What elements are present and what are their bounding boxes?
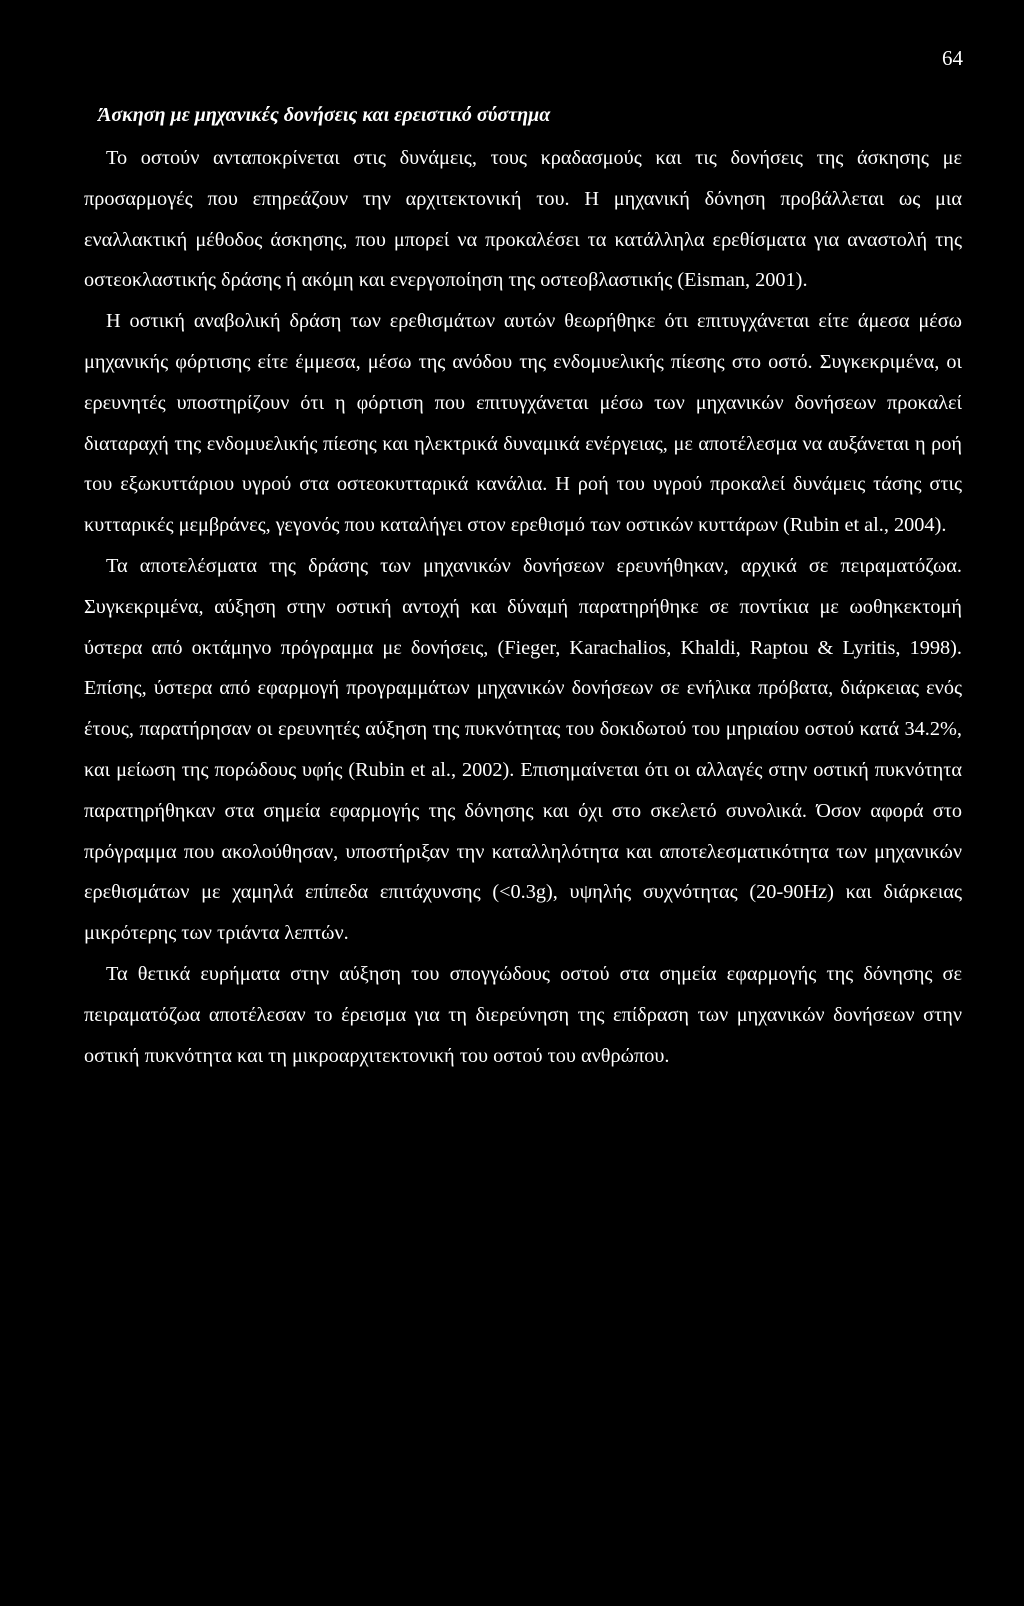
paragraph-3: Τα αποτελέσματα της δράσης των μηχανικών δονήσεων ερευνήθηκαν, αρχικά σε πειραματόζωα. Συγκεκριμένα, αύξηση στην οστική αντοχή και δύναμή παρατηρήθηκε σε ποντίκια με ωοθηκεκτομή ύστερα από οκτάμηνο πρόγραμμα με δονήσεις, (Fieger, Karachalios, Khaldi, Raptou & Lyritis, 1998). Επίσης, ύστερα από εφαρμογή προγραμμάτων μηχανικών δονήσεων σε ενήλικα πρόβατα, διάρκειας ενός έτους, παρατήρησαν οι ερευνητές αύξηση της πυκνότητας του δοκιδωτού του μηριαίου οστού κατά 34.2%, και μείωση της πορώδους υφής (Rubin et al., 2002). Επισημαίνεται ότι οι αλλαγές στην οστική πυκνότητα παρατηρήθηκαν στα σημεία εφαρμογής της δόνησης και όχι στο σκελετό συνολικά. Όσον αφορά στο πρόγραμμα που ακολούθησαν, υποστήριξαν την καταλληλότητα και αποτελεσματικότητα των μηχανικών ερεθισμάτων με χαμηλά επίπεδα επιτάχυνσης (<0.3g), υψηλής συχνότητας (20-90Hz) και διάρκειας μικρότερης των τριάντα λεπτών. [84,554,962,945]
paragraph-1: Το οστούν ανταποκρίνεται στις δυνάμεις, τους κραδασμούς και τις δονήσεις της άσκησης με προσαρμογές που επηρεάζουν την αρχιτεκτονική του. Η μηχανική δόνηση προβάλλεται ως μια εναλλακτική μέθοδος άσκησης, που μπορεί να προκαλέσει τα κατάλληλα ερεθίσματα για αναστολή της οστεοκλαστικής δράσης ή ακόμη και ενεργοποίηση της οστεοβλαστικής (Eisman, 2001). [84,147,962,292]
page-number: 64 [942,46,963,70]
paragraph-4: Τα θετικά ευρήματα στην αύξηση του σπογγώδους οστού στα σημεία εφαρμογής της δόνησης σε πειραματόζωα αποτέλεσαν το έρεισμα για τη διερεύνηση της επίδραση των μηχανικών δονήσεων στην οστική πυκνότητα και τη μικροαρχιτεκτονική του οστού του ανθρώπου. [84,962,962,1067]
paragraph-2: Η οστική αναβολική δράση των ερεθισμάτων αυτών θεωρήθηκε ότι επιτυγχάνεται είτε άμεσα μέσω μηχανικής φόρτισης είτε έμμεσα, μέσω της ανόδου της ενδομυελικής πίεσης στο οστό. Συγκεκριμένα, οι ερευνητές υποστηρίζουν ότι η φόρτιση που επιτυγχάνεται μέσω των μηχανικών δονήσεων προκαλεί διαταραχή της ενδομυελικής πίεσης και ηλεκτρικά δυναμικά ενέργειας, με αποτέλεσμα να αυξάνεται η ροή του εξωκυττάριου υγρού στα οστεοκυτταρικά κανάλια. Η ροή του υγρού προκαλεί δυνάμεις τάσης στις κυτταρικές μεμβράνες, γεγονός που καταλήγει στον ερεθισμό των οστικών κυττάρων (Rubin et al., 2004). [84,310,962,537]
section-heading: Άσκηση με μηχανικές δονήσεις και ερειστικό σύστημα [98,104,551,126]
section-body [84,100,962,1076]
